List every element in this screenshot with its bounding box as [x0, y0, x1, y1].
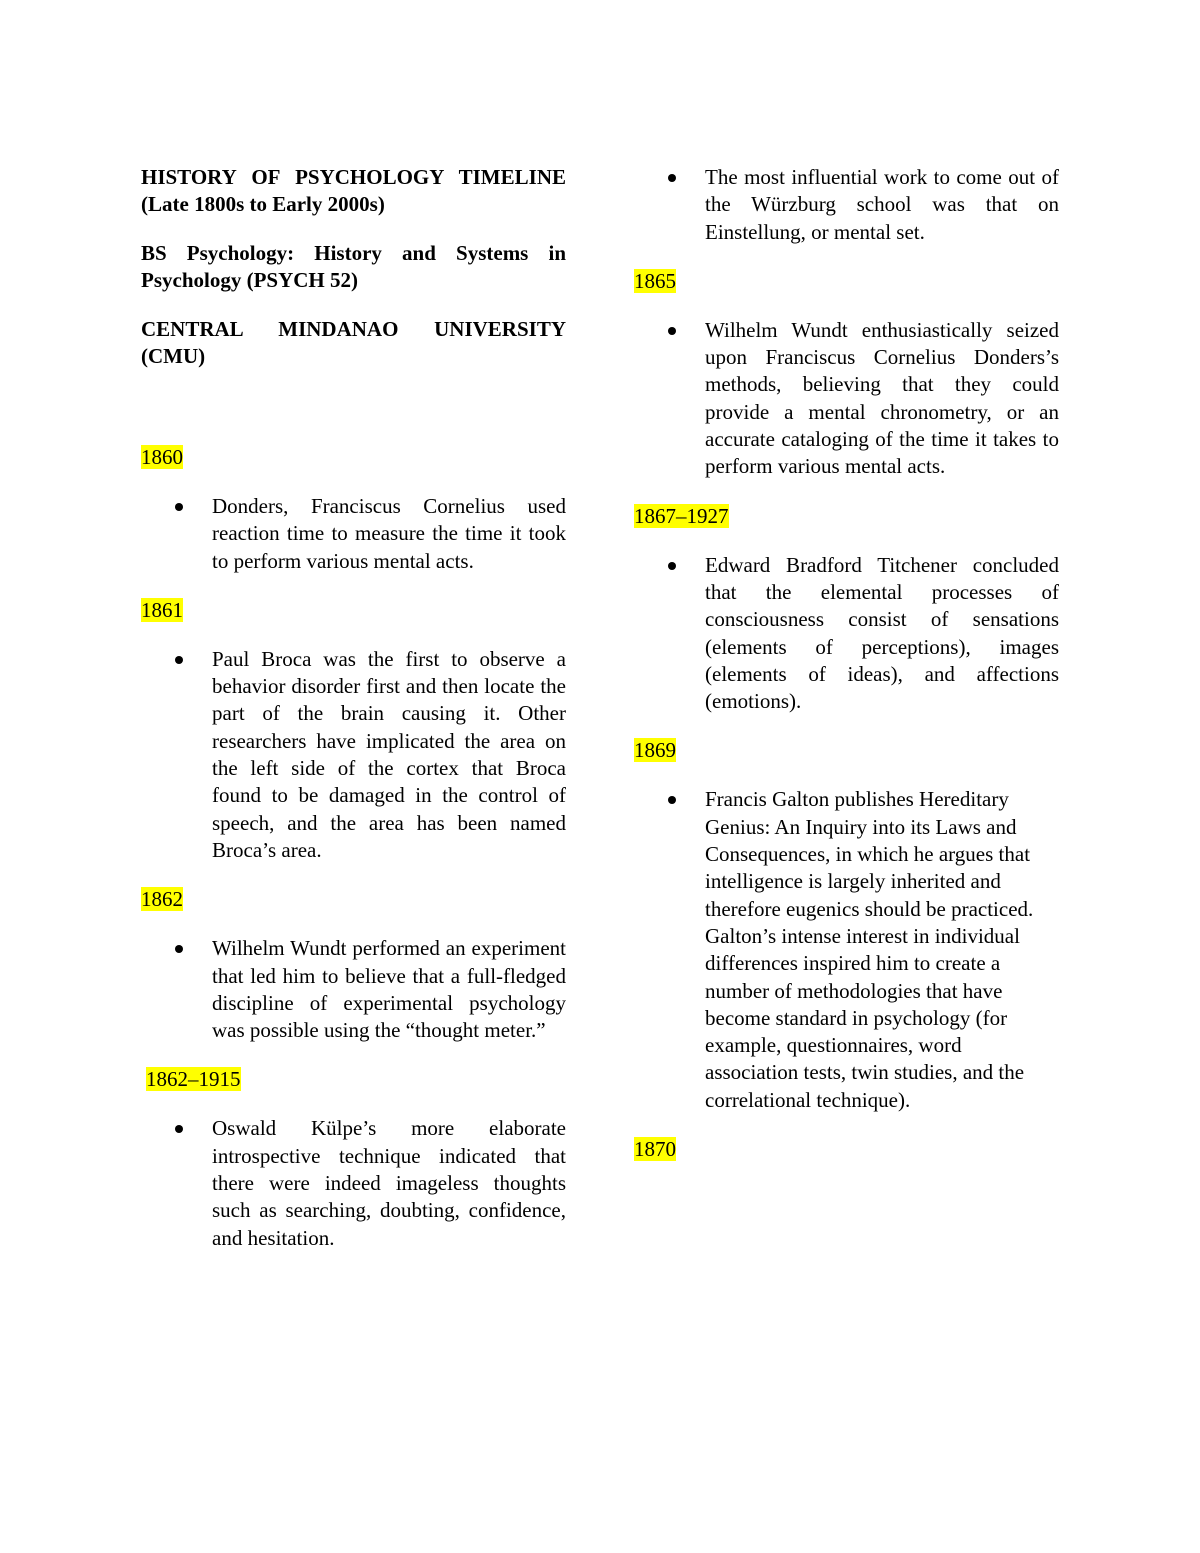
year-heading — [634, 268, 1059, 295]
entry-list-1869 — [634, 786, 1059, 1114]
entry-list-1867-1927 — [634, 552, 1059, 716]
entry-1869 — [634, 786, 1059, 1114]
entry-1862 — [141, 935, 566, 1044]
year-label-1865: 1865 — [634, 268, 676, 293]
bullet-icon — [175, 945, 183, 953]
year-heading — [141, 1066, 566, 1093]
right-column — [634, 164, 1059, 1185]
document-title: HISTORY OF PSYCHOLOGY TIMELINE (Late 1800s to Early 2000s) — [141, 165, 566, 216]
year-heading — [141, 886, 566, 913]
entry-1865 — [634, 317, 1059, 481]
year-label-1867-1927: 1867–1927 — [634, 503, 729, 528]
entry-wurzburg — [634, 164, 1059, 246]
entry-list-wurzburg — [634, 164, 1059, 246]
university-name: CENTRAL MINDANAO UNIVERSITY (CMU) — [141, 317, 566, 368]
bullet-icon — [668, 327, 676, 335]
bullet-icon — [668, 562, 676, 570]
entry-list-1865 — [634, 317, 1059, 481]
year-heading — [634, 1136, 1059, 1163]
entry-text: Edward Bradford Titchener concluded that the elemental processes of consciousness consist of sensations (elements of perceptions), images (elements of ideas), and affections (emotions). — [705, 552, 1059, 714]
year-label-1870: 1870 — [634, 1137, 676, 1162]
entry-1867-1927 — [634, 552, 1059, 716]
entry-text: Donders, Franciscus Cornelius used reaction time to measure the time it took to perform various mental acts. — [212, 494, 566, 573]
year-heading — [141, 444, 566, 471]
year-label-1861: 1861 — [141, 597, 183, 622]
bullet-icon — [175, 1125, 183, 1133]
entry-text: Oswald Külpe’s more elaborate introspective technique indicated that there were indeed imageless thoughts such as searching, doubting, confidence, and hesitation. — [212, 1116, 566, 1250]
entry-1862-1915 — [141, 1115, 566, 1251]
entry-list-1862-1915 — [141, 1115, 566, 1251]
left-column — [141, 164, 566, 1274]
entry-text: The most influential work to come out of the Würzburg school was that on Einstellung, or mental set. — [705, 165, 1059, 244]
entry-list-1862 — [141, 935, 566, 1044]
year-heading — [634, 737, 1059, 764]
spacer — [141, 392, 566, 444]
bullet-icon — [668, 174, 676, 182]
entry-text: Wilhelm Wundt performed an experiment that led him to believe that a full-fledged discipline of experimental psychology was possible using the “thought meter.” — [212, 936, 566, 1043]
entry-1861 — [141, 646, 566, 864]
entry-list-1861 — [141, 646, 566, 864]
entry-1860 — [141, 493, 566, 575]
bullet-icon — [175, 503, 183, 511]
entry-text: Francis Galton publishes Hereditary Genius: An Inquiry into its Laws and Consequences, in which he argues that intelligence is largely inherited and therefore eugenics should be practiced. Galton’s intense interest in individual differences inspired him to create a number of methodologies that have become standard in psychology (for example, questionnaires, word association tests, twin studies, and the correlational technique). — [705, 787, 1034, 1112]
bullet-icon — [668, 796, 676, 804]
bullet-icon — [175, 656, 183, 664]
year-label-1862: 1862 — [141, 887, 183, 912]
entry-text: Wilhelm Wundt enthusiastically seized upon Franciscus Cornelius Donders’s methods, believing that they could provide a mental chronometry, or an accurate cataloging of the time it takes to perform various mental acts. — [705, 317, 1059, 479]
year-label-1862-1915: 1862–1915 — [146, 1067, 241, 1092]
year-heading — [141, 597, 566, 624]
entry-list-1860 — [141, 493, 566, 575]
year-label-1869: 1869 — [634, 738, 676, 763]
course-title: BS Psychology: History and Systems in Psychology (PSYCH 52) — [141, 241, 566, 292]
entry-text: Paul Broca was the first to observe a behavior disorder first and then locate the part of the brain causing it. Other researchers have implicated the area on the left side of the cortex that Broca found to be damaged in the control of speech, and the area has been named Broca’s area. — [212, 646, 566, 862]
year-label-1860: 1860 — [141, 445, 183, 469]
year-heading — [634, 503, 1059, 530]
